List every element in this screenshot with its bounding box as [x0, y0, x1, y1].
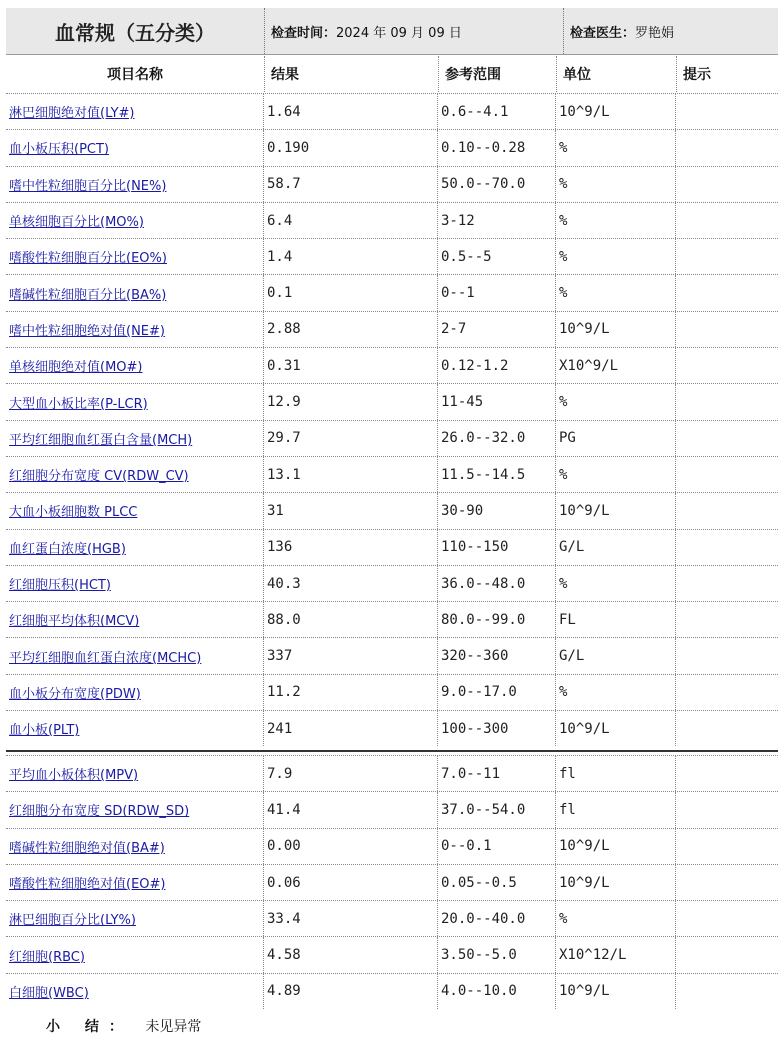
table-row	[6, 936, 778, 972]
item-unit-cell: %	[556, 901, 676, 936]
item-name-link[interactable]: 血小板分布宽度(PDW)	[9, 686, 141, 702]
item-unit-cell: fl	[556, 792, 676, 827]
item-hint-cell	[676, 829, 778, 864]
item-name-link[interactable]: 淋巴细胞绝对值(LY#)	[9, 106, 135, 122]
item-unit-cell: %	[556, 275, 676, 310]
item-result-cell: 0.31	[264, 348, 438, 383]
table-row	[6, 755, 778, 791]
item-range-cell: 2-7	[438, 312, 556, 347]
item-result-cell: 0.190	[264, 130, 438, 165]
item-name-link-cell	[6, 901, 264, 936]
table-row	[6, 900, 778, 936]
item-name-link-cell	[6, 167, 264, 202]
item-name-link[interactable]: 红细胞(RBC)	[9, 949, 85, 965]
item-result-cell: 13.1	[264, 457, 438, 492]
item-name-link[interactable]: 平均红细胞血红蛋白浓度(MCHC)	[9, 650, 202, 666]
table-row	[6, 565, 778, 601]
item-unit-cell: 10^9/L	[556, 711, 676, 746]
item-name-link[interactable]: 平均红细胞血红蛋白含量(MCH)	[9, 432, 193, 448]
item-range-cell: 37.0--54.0	[438, 792, 556, 827]
item-unit-cell: %	[556, 239, 676, 274]
item-range-cell: 0.6--4.1	[438, 94, 556, 129]
col-header-unit: 单位	[557, 56, 677, 92]
item-result-cell: 88.0	[264, 602, 438, 637]
results-table-part-1	[6, 93, 778, 746]
item-name-link-cell	[6, 94, 264, 129]
item-unit-cell: %	[556, 457, 676, 492]
table-row	[6, 456, 778, 492]
item-range-cell: 0.5--5	[438, 239, 556, 274]
item-result-cell: 241	[264, 711, 438, 746]
table-row	[6, 973, 778, 1009]
item-hint-cell	[676, 756, 778, 791]
item-name-link-cell	[6, 566, 264, 601]
table-row	[6, 529, 778, 565]
item-unit-cell: %	[556, 675, 676, 710]
table-row	[6, 383, 778, 419]
item-name-link-cell	[6, 275, 264, 310]
table-row	[6, 202, 778, 238]
item-name-link[interactable]: 嗜碱性粒细胞绝对值(BA#)	[9, 840, 165, 856]
item-name-link[interactable]: 嗜酸性粒细胞绝对值(EO#)	[9, 877, 166, 893]
item-hint-cell	[676, 384, 778, 419]
item-result-cell: 41.4	[264, 792, 438, 827]
item-name-link-cell	[6, 493, 264, 528]
item-unit-cell: PG	[556, 421, 676, 456]
item-hint-cell	[676, 421, 778, 456]
item-result-cell: 0.06	[264, 865, 438, 900]
item-name-link-cell	[6, 348, 264, 383]
results-table-part-2	[6, 755, 778, 1009]
item-range-cell: 50.0--70.0	[438, 167, 556, 202]
item-name-link-cell	[6, 675, 264, 710]
item-hint-cell	[676, 312, 778, 347]
item-name-link-cell	[6, 974, 264, 1009]
item-range-cell: 110--150	[438, 530, 556, 565]
item-name-link[interactable]: 单核细胞绝对值(MO#)	[9, 360, 143, 376]
item-unit-cell: G/L	[556, 638, 676, 673]
item-range-cell: 0.05--0.5	[438, 865, 556, 900]
item-hint-cell	[676, 130, 778, 165]
table-row	[6, 492, 778, 528]
item-result-cell: 29.7	[264, 421, 438, 456]
item-name-link[interactable]: 血小板(PLT)	[9, 723, 80, 739]
item-unit-cell: 10^9/L	[556, 829, 676, 864]
item-result-cell: 33.4	[264, 901, 438, 936]
item-hint-cell	[676, 239, 778, 274]
item-name-link[interactable]: 红细胞压积(HCT)	[9, 578, 111, 593]
item-name-link[interactable]: 血小板压积(PCT)	[9, 142, 110, 158]
exam-doctor	[564, 8, 778, 54]
item-range-cell: 0.12-1.2	[438, 348, 556, 383]
item-unit-cell: fl	[556, 756, 676, 791]
item-name-link[interactable]: 大血小板细胞数 PLCC	[9, 505, 138, 521]
item-unit-cell: %	[556, 384, 676, 419]
item-range-cell: 0.10--0.28	[438, 130, 556, 165]
item-unit-cell: %	[556, 167, 676, 202]
table-row	[6, 828, 778, 864]
item-name-link[interactable]: 红细胞平均体积(MCV)	[9, 614, 140, 630]
summary-label: 小 结：	[46, 1019, 133, 1035]
item-result-cell: 0.1	[264, 275, 438, 310]
item-range-cell: 9.0--17.0	[438, 675, 556, 710]
item-hint-cell	[676, 638, 778, 673]
table-row	[6, 311, 778, 347]
item-name-link-cell	[6, 756, 264, 791]
col-header-name: 项目名称	[6, 56, 265, 92]
item-hint-cell	[676, 901, 778, 936]
item-name-link[interactable]: 红细胞分布宽度 SD(RDW_SD)	[9, 804, 190, 820]
item-unit-cell: 10^9/L	[556, 865, 676, 900]
item-name-link-cell	[6, 602, 264, 637]
item-name-link[interactable]: 血红蛋白浓度(HGB)	[9, 541, 126, 557]
item-range-cell: 11.5--14.5	[438, 457, 556, 492]
item-name-link[interactable]: 淋巴细胞百分比(LY%)	[9, 913, 136, 929]
table-row	[6, 93, 778, 129]
exam-time	[265, 8, 564, 54]
item-hint-cell	[676, 530, 778, 565]
item-unit-cell: 10^9/L	[556, 974, 676, 1009]
summary	[46, 1016, 201, 1036]
item-result-cell: 136	[264, 530, 438, 565]
item-result-cell: 7.9	[264, 756, 438, 791]
item-name-link[interactable]: 嗜酸性粒细胞百分比(EO%)	[9, 251, 167, 267]
table-row	[6, 601, 778, 637]
item-name-link-cell	[6, 312, 264, 347]
item-range-cell: 26.0--32.0	[438, 421, 556, 456]
summary-value: 未见异常	[145, 1019, 202, 1035]
item-name-link-cell	[6, 421, 264, 456]
item-result-cell: 1.64	[264, 94, 438, 129]
item-name-link-cell	[6, 638, 264, 673]
item-name-link-cell	[6, 203, 264, 238]
item-name-link[interactable]: 平均血小板体积(MPV)	[9, 768, 139, 784]
item-name-link-cell	[6, 130, 264, 165]
col-header-range: 参考范围	[439, 56, 557, 92]
table-row	[6, 166, 778, 202]
item-hint-cell	[676, 457, 778, 492]
item-range-cell: 100--300	[438, 711, 556, 746]
item-range-cell: 0--1	[438, 275, 556, 310]
item-name-link-cell	[6, 457, 264, 492]
item-hint-cell	[676, 937, 778, 972]
exam-doctor-value: 罗艳娟	[635, 25, 675, 41]
section-divider	[6, 750, 778, 752]
item-range-cell: 320--360	[438, 638, 556, 673]
item-name-link[interactable]: 大型血小板比率(P-LCR)	[9, 396, 148, 412]
item-hint-cell	[676, 348, 778, 383]
item-range-cell: 11-45	[438, 384, 556, 419]
item-range-cell: 20.0--40.0	[438, 901, 556, 936]
item-range-cell: 0--0.1	[438, 829, 556, 864]
item-range-cell: 3-12	[438, 203, 556, 238]
report-title: 血常规（五分类）	[6, 8, 265, 54]
item-range-cell: 36.0--48.0	[438, 566, 556, 601]
item-unit-cell: %	[556, 203, 676, 238]
item-hint-cell	[676, 974, 778, 1009]
table-row	[6, 420, 778, 456]
item-name-link-cell	[6, 384, 264, 419]
item-hint-cell	[676, 602, 778, 637]
item-result-cell: 337	[264, 638, 438, 673]
table-row	[6, 864, 778, 900]
table-row	[6, 129, 778, 165]
item-range-cell: 80.0--99.0	[438, 602, 556, 637]
table-row	[6, 274, 778, 310]
item-unit-cell: 10^9/L	[556, 312, 676, 347]
item-hint-cell	[676, 566, 778, 601]
item-name-link-cell	[6, 239, 264, 274]
item-unit-cell: G/L	[556, 530, 676, 565]
exam-time-value: 2024 年 09 月 09 日	[336, 25, 462, 41]
table-row	[6, 710, 778, 746]
item-name-link-cell	[6, 829, 264, 864]
table-row	[6, 347, 778, 383]
item-hint-cell	[676, 493, 778, 528]
item-unit-cell: %	[556, 566, 676, 601]
item-result-cell: 31	[264, 493, 438, 528]
item-name-link[interactable]: 单核细胞百分比(MO%)	[9, 215, 144, 231]
item-result-cell: 40.3	[264, 566, 438, 601]
exam-time-label: 检查时间：	[271, 25, 337, 41]
item-name-link-cell	[6, 530, 264, 565]
item-hint-cell	[676, 167, 778, 202]
item-unit-cell: FL	[556, 602, 676, 637]
item-name-link[interactable]: 嗜中性粒细胞绝对值(NE#)	[9, 323, 165, 339]
item-name-link-cell	[6, 865, 264, 900]
item-result-cell: 0.00	[264, 829, 438, 864]
item-hint-cell	[676, 203, 778, 238]
item-name-link-cell	[6, 711, 264, 746]
item-result-cell: 1.4	[264, 239, 438, 274]
column-header-row	[6, 56, 778, 92]
item-name-link-cell	[6, 937, 264, 972]
item-result-cell: 11.2	[264, 675, 438, 710]
col-header-result: 结果	[265, 56, 439, 92]
report-header	[6, 8, 778, 55]
table-row	[6, 238, 778, 274]
item-hint-cell	[676, 94, 778, 129]
item-hint-cell	[676, 711, 778, 746]
item-range-cell: 7.0--11	[438, 756, 556, 791]
item-hint-cell	[676, 675, 778, 710]
item-unit-cell: X10^12/L	[556, 937, 676, 972]
item-name-link[interactable]: 嗜碱性粒细胞百分比(BA%)	[9, 287, 167, 303]
item-range-cell: 4.0--10.0	[438, 974, 556, 1009]
item-unit-cell: X10^9/L	[556, 348, 676, 383]
item-result-cell: 2.88	[264, 312, 438, 347]
item-result-cell: 12.9	[264, 384, 438, 419]
item-hint-cell	[676, 865, 778, 900]
item-name-link[interactable]: 红细胞分布宽度 CV(RDW_CV)	[9, 469, 189, 485]
table-row	[6, 791, 778, 827]
item-unit-cell: 10^9/L	[556, 493, 676, 528]
item-result-cell: 6.4	[264, 203, 438, 238]
exam-doctor-label: 检查医生：	[570, 25, 636, 41]
item-result-cell: 4.58	[264, 937, 438, 972]
item-result-cell: 58.7	[264, 167, 438, 202]
item-result-cell: 4.89	[264, 974, 438, 1009]
col-header-hint: 提示	[683, 67, 711, 83]
item-name-link[interactable]: 白细胞(WBC)	[9, 985, 89, 1001]
item-range-cell: 3.50--5.0	[438, 937, 556, 972]
item-name-link[interactable]: 嗜中性粒细胞百分比(NE%)	[9, 178, 167, 194]
item-hint-cell	[676, 275, 778, 310]
item-unit-cell: %	[556, 130, 676, 165]
item-range-cell: 30-90	[438, 493, 556, 528]
item-hint-cell	[676, 792, 778, 827]
item-unit-cell: 10^9/L	[556, 94, 676, 129]
table-row	[6, 674, 778, 710]
table-row	[6, 637, 778, 673]
item-name-link-cell	[6, 792, 264, 827]
